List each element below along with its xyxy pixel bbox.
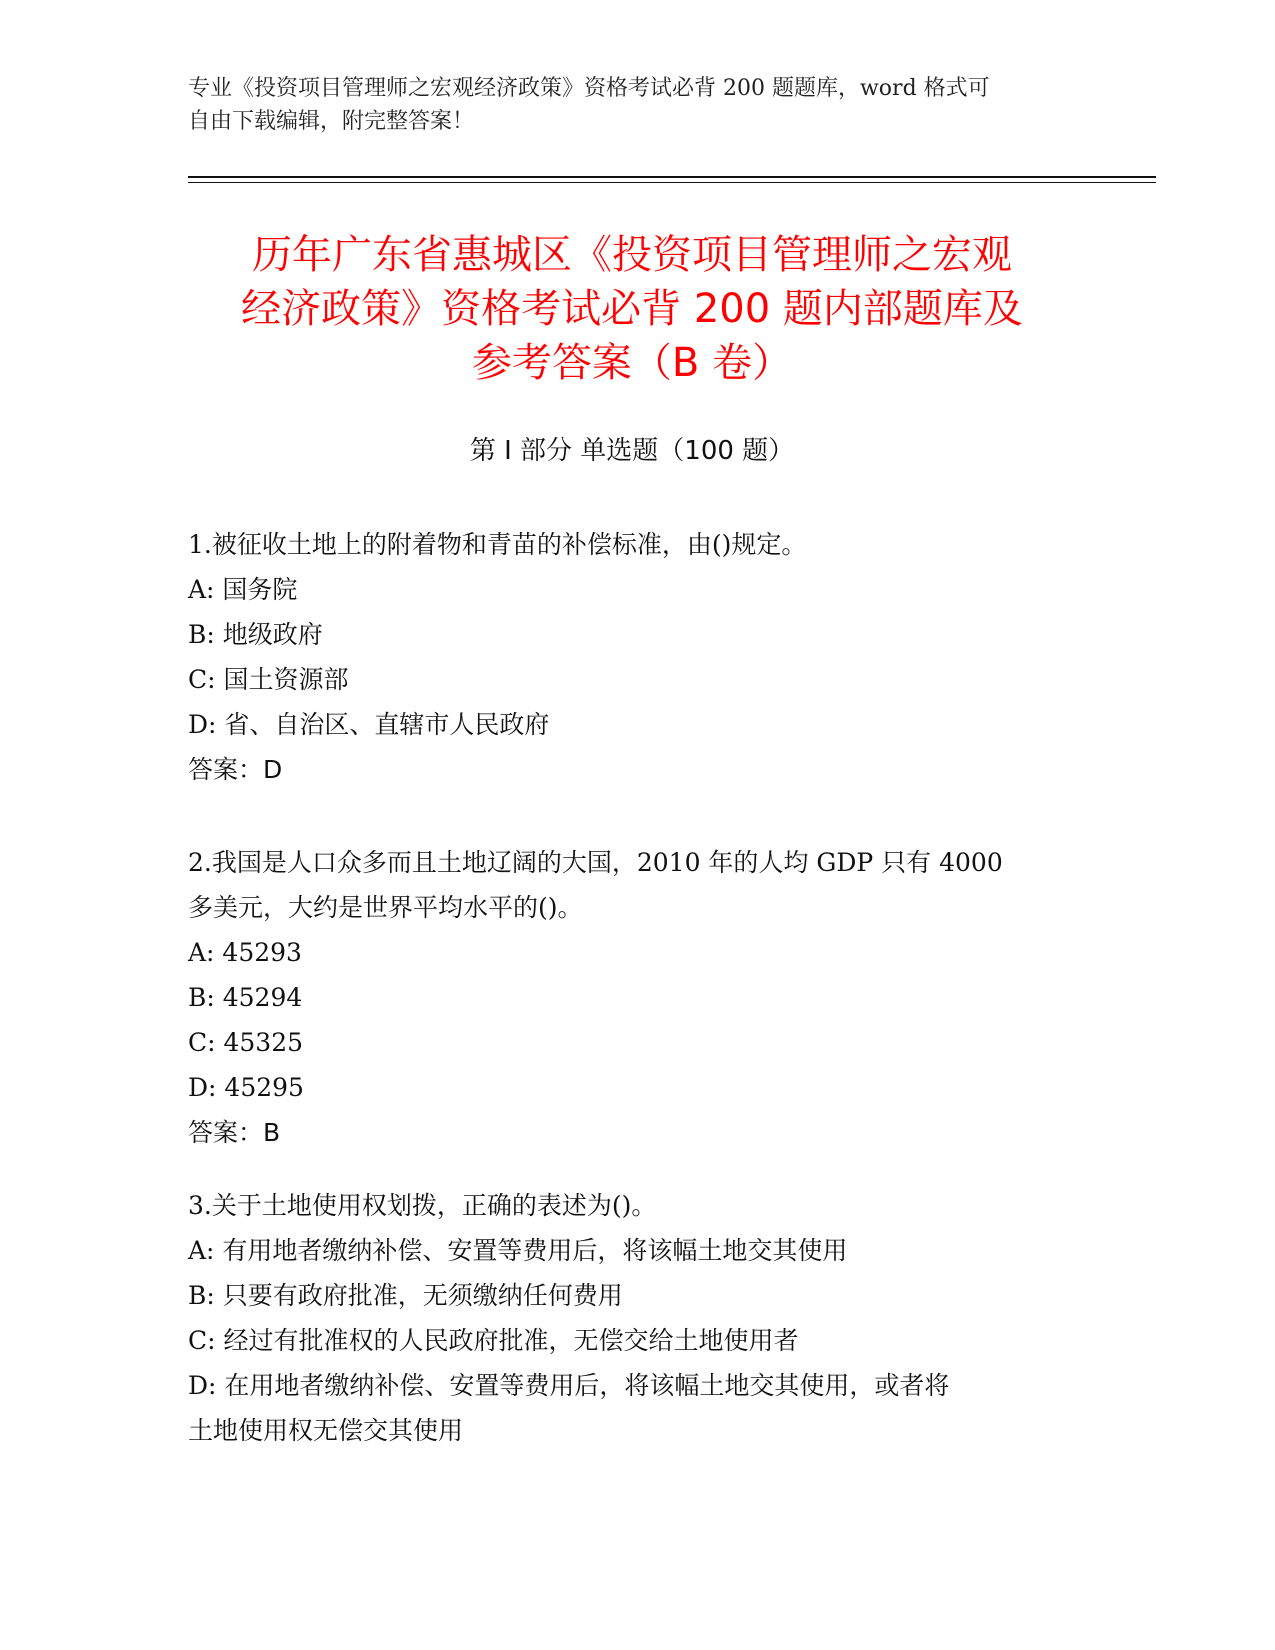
section-heading: 第 I 部分 单选题（100 题） [469, 436, 795, 466]
question-3 [188, 1183, 1068, 1453]
option-b: B: 地级政府 [188, 620, 323, 649]
header-note-line-1: 专业《投资项目管理师之宏观经济政策》资格考试必背 200 题题库，word 格式可 [188, 76, 990, 101]
header-note [188, 72, 1068, 138]
question-stem: 3.关于土地使用权划拨，正确的表述为()。 [188, 1191, 657, 1220]
option-c: C: 国土资源部 [188, 665, 349, 694]
document-title-line-2: 经济政策》资格考试必背 200 题内部题库及 [241, 286, 1023, 332]
question-1 [188, 522, 1068, 792]
option-c: C: 45325 [188, 1028, 304, 1057]
header-divider-thick [188, 176, 1156, 178]
option-b: B: 45294 [188, 983, 303, 1012]
option-a: A: 国务院 [188, 575, 298, 604]
question-stem-line-1: 2.我国是人口众多而且土地辽阔的大国，2010 年的人均 GDP 只有 4000 [188, 848, 1003, 877]
option-c: C: 经过有批准权的人民政府批准，无偿交给土地使用者 [188, 1326, 799, 1355]
document-title [188, 228, 1076, 390]
option-a: A: 有用地者缴纳补偿、安置等费用后，将该幅土地交其使用 [188, 1236, 848, 1265]
question-stem: 1.被征收土地上的附着物和青苗的补偿标准，由()规定。 [188, 530, 807, 559]
header-note-line-2: 自由下载编辑，附完整答案！ [188, 109, 475, 134]
answer-line: 答案：D [188, 755, 283, 784]
answer-line: 答案：B [188, 1118, 281, 1147]
header-divider-thin [188, 182, 1156, 183]
option-a: A: 45293 [188, 938, 302, 967]
option-d: D: 省、自治区、直辖市人民政府 [188, 710, 550, 739]
question-2 [188, 840, 1068, 1155]
question-stem-line-2: 多美元，大约是世界平均水平的()。 [188, 893, 583, 922]
option-d: D: 在用地者缴纳补偿、安置等费用后，将该幅土地交其使用，或者将 [188, 1371, 950, 1400]
document-title-line-1: 历年广东省惠城区《投资项目管理师之宏观 [252, 232, 1012, 278]
option-d-continued: 土地使用权无偿交其使用 [188, 1416, 464, 1445]
document-title-line-3: 参考答案（B 卷） [471, 340, 793, 386]
option-b: B: 只要有政府批准，无须缴纳任何费用 [188, 1281, 623, 1310]
option-d: D: 45295 [188, 1073, 304, 1102]
